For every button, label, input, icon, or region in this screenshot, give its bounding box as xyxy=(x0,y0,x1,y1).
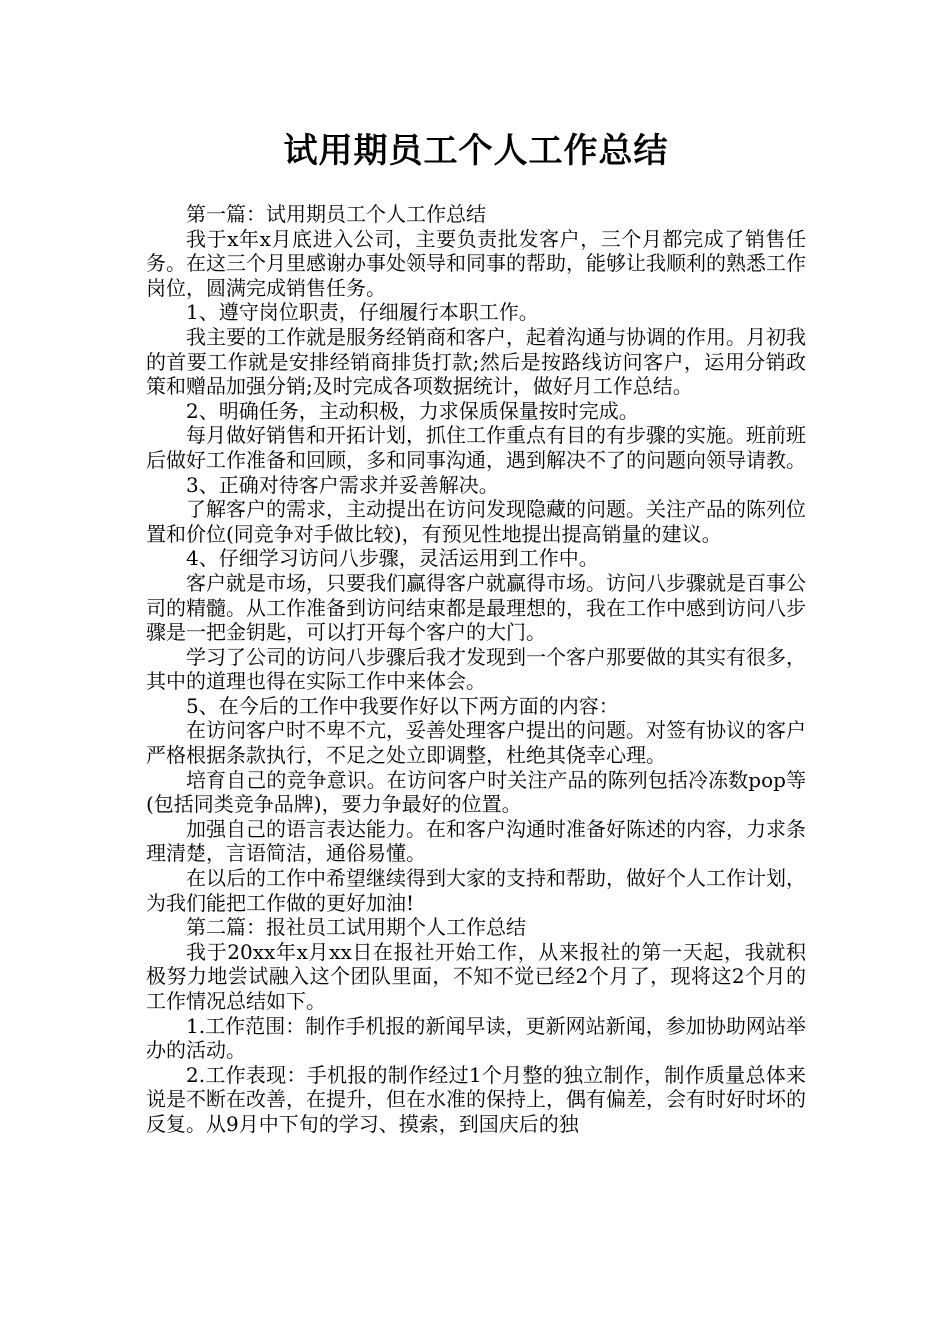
paragraph: 我于x年x月底进入公司，主要负责批发客户，三个月都完成了销售任务。在这三个月里感谢办事处领导和同事的帮助，能够让我顺利的熟悉工作岗位，圆满完成销售任务。 xyxy=(146,226,806,300)
paragraph: 在访问客户时不卑不亢，妥善处理客户提出的问题。对签有协议的客户严格根据条款执行，不足之处立即调整，杜绝其侥幸心理。 xyxy=(146,718,806,768)
paragraph: 客户就是市场，只要我们赢得客户就赢得市场。访问八步骤就是百事公司的精髓。从工作准备到访问结束都是最理想的，我在工作中感到访问八步骤是一把金钥匙，可以打开每个客户的大门。 xyxy=(146,570,806,645)
paragraph: 我主要的工作就是服务经销商和客户，起着沟通与协调的作用。月初我的首要工作就是安排经销商排货打款;然后是按路线访问客户，运用分销政策和赠品加强分销;及时完成各项数据统计，做好月工作总结。 xyxy=(146,324,806,399)
paragraph: 3、正确对待客户需求并妥善解决。 xyxy=(186,472,499,497)
document-body xyxy=(146,202,806,1137)
paragraph: 每月做好销售和开拓计划，抓住工作重点有目的有步骤的实施。班前班后做好工作准备和回顾，多和同事沟通，遇到解决不了的问题向领导请教。 xyxy=(146,423,806,472)
document-title: 试用期员工个人工作总结 xyxy=(283,131,669,171)
paragraph: 5、在今后的工作中我要作好以下两方面的内容： xyxy=(186,693,619,718)
paragraph: 我于20xx年x月xx日在报社开始工作，从来报社的第一天起，我就积极努力地尝试融入这个团队里面，不知不觉已经2个月了，现将这2个月的工作情况总结如下。 xyxy=(146,939,806,1013)
paragraph: 4、仔细学习访问八步骤，灵活运用到工作中。 xyxy=(186,546,599,571)
paragraph: 1、遵守岗位职责，仔细履行本职工作。 xyxy=(186,300,539,325)
paragraph: 1.工作范围：制作手机报的新闻早读，更新网站新闻，参加协助网站举办的活动。 xyxy=(146,1013,806,1063)
paragraph: 了解客户的需求，主动提出在访问发现隐藏的问题。关注产品的陈列位置和价位(同竞争对手做比较)，有预见性地提出提高销量的建议。 xyxy=(146,497,806,546)
paragraph: 培育自己的竞争意识。在访问客户时关注产品的陈列包括冷冻数pop等(包括同类竞争品牌)，要力争最好的位置。 xyxy=(146,767,806,817)
paragraph: 第一篇：试用期员工个人工作总结 xyxy=(186,202,486,226)
paragraph: 学习了公司的访问八步骤后我才发现到一个客户那要做的其实有很多，其中的道理也得在实际工作中来体会。 xyxy=(146,644,806,694)
paragraph: 加强自己的语言表达能力。在和客户沟通时准备好陈述的内容，力求条理清楚，言语简洁，通俗易懂。 xyxy=(146,816,806,866)
paragraph: 第二篇：报社员工试用期个人工作总结 xyxy=(186,915,526,940)
paragraph: 在以后的工作中希望继续得到大家的支持和帮助，做好个人工作计划，为我们能把工作做的更好加油! xyxy=(146,866,806,915)
paragraph: 2、明确任务，主动积极，力求保质保量按时完成。 xyxy=(186,398,639,423)
document-page xyxy=(146,128,806,1137)
paragraph: 2.工作表现：手机报的制作经过1个月整的独立制作，制作质量总体来说是不断在改善，在提升，但在水准的保持上，偶有偏差，会有时好时坏的反复。从9月中下旬的学习、摸索，到国庆后的独 xyxy=(146,1062,806,1136)
